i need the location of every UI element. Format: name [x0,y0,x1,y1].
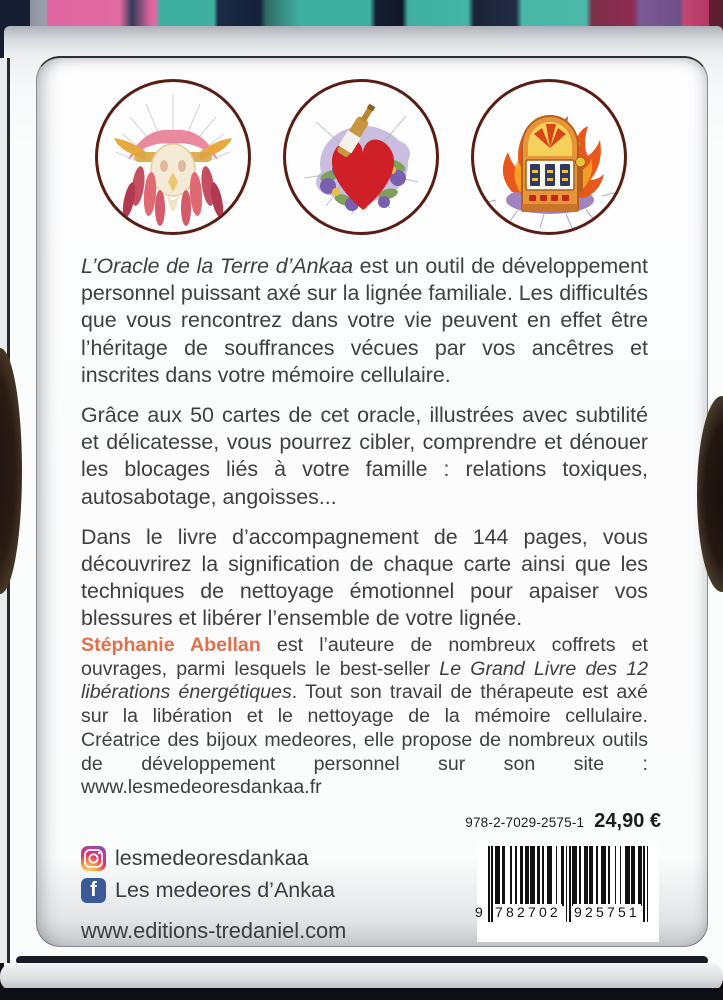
instagram-row [81,845,346,872]
author-bio-text-1: est l’auteure de nombreux coffrets et ouvrages, parmi lesquels le best-seller [81,634,648,680]
description-paragraph-1 [81,253,648,389]
description-paragraph-3: Dans le livre d’accompagnement de 144 pages, vous découvrirez la signification de chaque carte ainsi que les techniques de nettoyage émotionnel pour apaiser vos blessures et libérer l’ensemble de votre lignée. [81,524,648,631]
facebook-page-name: Les medeores d’Ankaa [115,878,335,902]
deck-title: L’Oracle de la Terre d’Ankaa [81,254,354,278]
facebook-row [81,877,346,904]
barcode-digits-left: 782702 [495,904,561,920]
illustration-row [95,79,627,235]
photo-bottom-edge [0,988,723,1000]
box-bottom-rim [0,963,723,991]
instagram-icon [81,846,106,871]
box-back-panel [36,56,708,947]
author-bio [81,634,648,800]
barcode-digits-right: 925751 [574,904,640,920]
instagram-handle: lesmedeoresdankaa [115,846,309,870]
publisher-website: www.editions-tredaniel.com [81,918,347,943]
skull-feathers-illustration [95,79,251,235]
description-paragraph-2: Grâce aux 50 cartes de cet oracle, illustrées avec subtilité et délicatesse, vous pourrez cibler, comprendre et dénouer les blocages liés à votre famille : relations toxiques, autosabotage, angoisses... [81,403,648,509]
product-description [81,253,648,646]
price-label: 24,90 € [594,810,661,832]
social-links-block [81,845,346,944]
author-bio-text-2: . Tout son travail de thérapeute est axé sur la libération et le nettoyage de la mémoire cellulaire. Créatrice des bijoux medeores, elle propose de nombreux outils de développement personnel sur son site : www.lesmedeoresdankaa.fr [81,681,648,799]
facebook-icon: f [81,878,106,903]
description-paragraph-1-text: est un outil de développement personnel puissant axé sur la lignée familiale. Les difficultés que vous rencontrez dans votre vie peuvent en effet être l’héritage de souffrances vécues par vos ancêtres et inscrites dans votre mémoire cellulaire. [81,254,648,387]
author-book-title: Le Grand Livre des 12 libérations énergétiques [81,657,648,704]
barcode-digit-first: 9 [475,904,483,920]
isbn-number: 978-2-7029-2575-1 [465,815,585,830]
ean13-barcode [477,846,659,942]
slot-machine-illustration [471,79,627,235]
heart-bottle-illustration [283,79,439,235]
author-name: Stéphanie Abellan [81,634,261,656]
isbn-price-row [465,810,661,833]
